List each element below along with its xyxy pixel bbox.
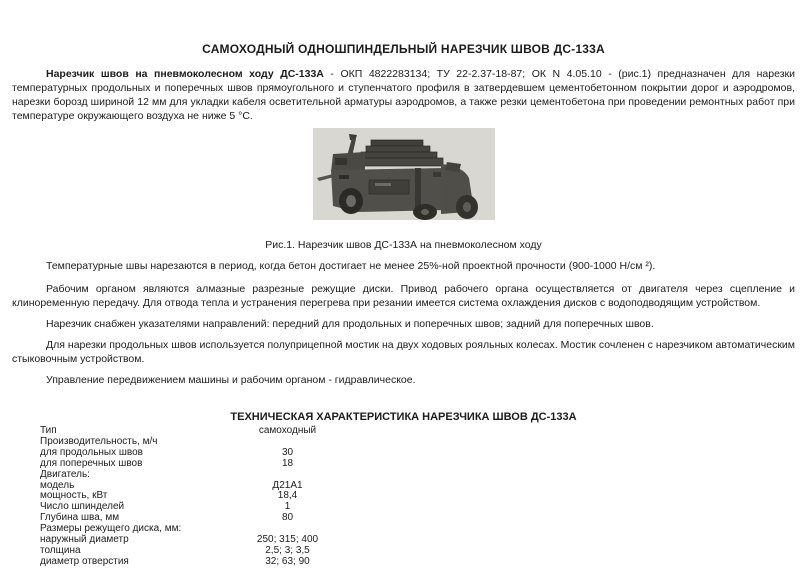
spec-label: Тип (40, 425, 57, 436)
spec-label: для продольных швов (40, 446, 143, 458)
page-title: САМОХОДНЫЙ ОДНОШПИНДЕЛЬНЫЙ НАРЕЗЧИК ШВОВ ДС-133А (202, 42, 605, 56)
table-row (40, 535, 370, 546)
spec-label: для поперечных швов (40, 457, 143, 469)
figure (0, 128, 807, 225)
spec-label: мощность, кВт (40, 490, 108, 502)
paragraph-direction-indicators: Нарезчик снабжен указателями направлений: передний для продольных и поперечных швов; задний для поперечных швов. (46, 318, 654, 330)
figure-caption: Рис.1. Нарезчик швов ДС-133А на пневмоколесном ходу (265, 239, 542, 251)
spec-value (205, 470, 370, 481)
spec-table (40, 426, 370, 568)
table-row (40, 470, 370, 481)
paragraph-working-organ: Рабочим органом являются алмазные разрезные режущие диски. Привод рабочего органа осуществляется от двигателя через сцепление и клиноременную передачу. Для отвода тепла и устранения перегрева при резании имеется система охлаждения дисков с водоподводящим устройством. (12, 283, 795, 309)
spec-label: наружный диаметр (40, 534, 129, 546)
spec-value: 250; 315; 400 (256, 534, 319, 546)
spec-label: модель (40, 479, 75, 491)
spec-label: Размеры режущего диска, мм: (40, 523, 182, 535)
table-row (40, 459, 370, 470)
spec-value: Д21А1 (272, 479, 303, 491)
spec-value: 30 (281, 446, 294, 458)
spec-value: 32; 63; 90 (265, 555, 310, 567)
spec-label: Производительность, м/ч (40, 435, 158, 447)
spec-label: Число шпинделей (40, 501, 125, 513)
spec-value: 18,4 (277, 490, 298, 502)
spec-value: 2,5; 3; 3,5 (265, 544, 310, 556)
intro-lead-bold: Нарезчик швов на пневмоколесном ходу ДС-133А (46, 68, 324, 80)
paragraph-control: Управление передвижением машины и рабочим органом - гидравлическое. (46, 374, 416, 386)
spec-label: толщина (40, 544, 81, 556)
spec-value: 1 (284, 501, 291, 513)
paragraph-bridge: Для нарезки продольных швов используется полуприцепной мостик на двух ходовых рояльных колесах. Мостик сочленен с нарезчиком автоматическим стыковочным устройством. (12, 339, 795, 365)
table-row (40, 557, 370, 568)
spec-value: самоходный (258, 425, 317, 436)
spec-label: Двигатель: (40, 468, 90, 480)
machine-photo (313, 128, 495, 220)
intro-paragraph (12, 67, 795, 123)
spec-heading: ТЕХНИЧЕСКАЯ ХАРАКТЕРИСТИКА НАРЕЗЧИКА ШВОВ ДС-133А (230, 411, 577, 423)
spec-label: Глубина шва, мм (40, 512, 120, 524)
intro-lead-rest: - ОКП 4822283134; ТУ 22-2.37-18-87; ОК N 4.05.10 - (рис.1) предназначен для нарезки температурных продольных и поперечных швов прямоугольного и ступенчатого профиля в затвердевшем цементобетонном покрытии дорог и аэродромов, нарезки борозд шириной 12 мм для укладки кабеля осветительной арматуры аэродромов, а также резки цементобетона при проведении ремонтных работ при температуре окружающего воздуха не ниже 5 °С. (12, 68, 795, 122)
paragraph-strength: Температурные швы нарезаются в период, когда бетон достигает не менее 25%-ной проектной прочности (900-1000 Н/см ²). (46, 260, 656, 272)
spec-label: диаметр отверстия (40, 555, 129, 567)
spec-value: 80 (281, 512, 294, 524)
spec-value: 18 (281, 457, 294, 469)
